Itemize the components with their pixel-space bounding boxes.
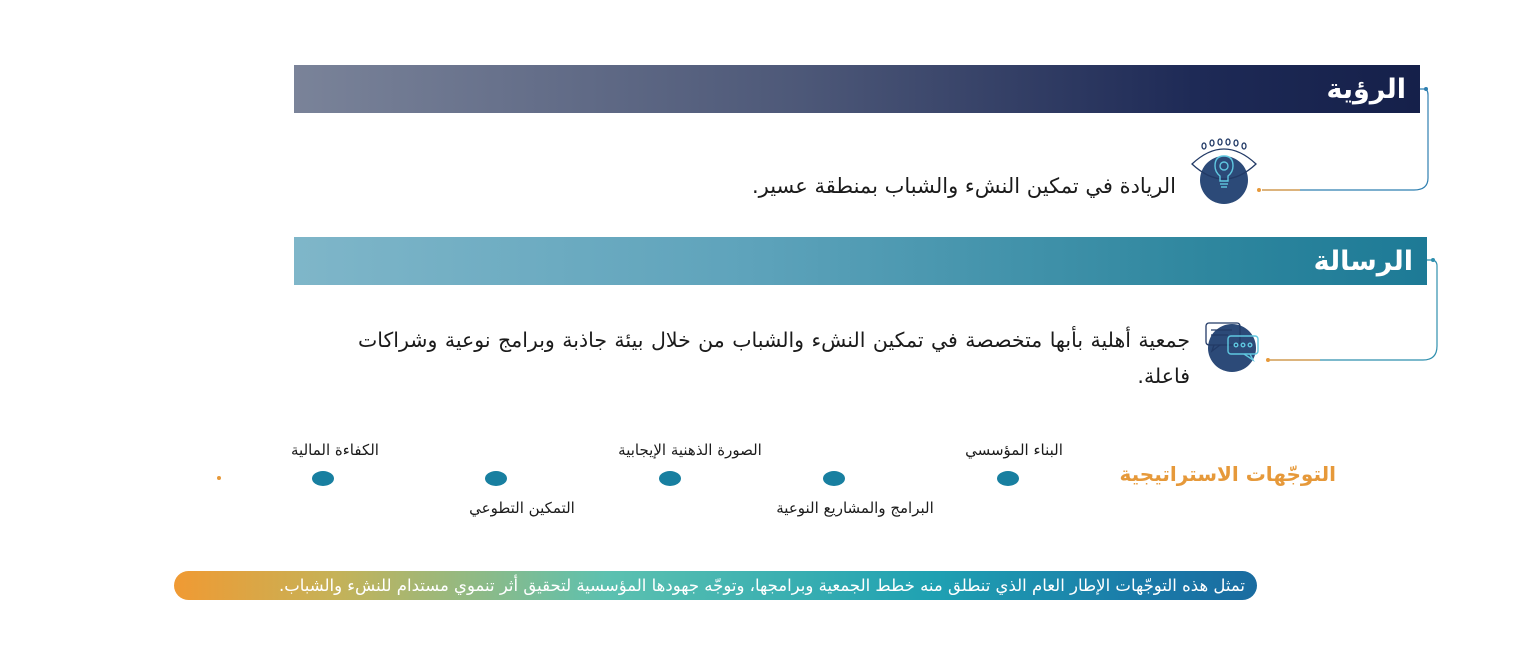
mission-statement: جمعية أهلية بأبها متخصصة في تمكين النشء والشباب من خلال بيئة جاذبة وبرامج نوعية وشراكات فاعلة. xyxy=(358,328,1190,388)
timeline-node xyxy=(659,471,681,486)
strategy-item-label: الكفاءة المالية xyxy=(291,441,379,459)
strategy-item-label: البرامج والمشاريع النوعية xyxy=(776,499,934,517)
timeline-node xyxy=(312,471,334,486)
strategy-item-label: التمكين التطوعي xyxy=(469,499,575,517)
eye-lightbulb-gear-icon xyxy=(1200,156,1248,204)
strategy-title: التوجّهات الاستراتيجية xyxy=(1119,462,1336,486)
timeline-node xyxy=(485,471,507,486)
mission-header-bar xyxy=(294,237,1427,285)
timeline-node xyxy=(823,471,845,486)
summary-text: تمثل هذه التوجّهات الإطار العام الذي تنطلق منه خطط الجمعية وبرامجها، وتوجّه جهودها المؤسسية لتحقيق أثر تنموي مستدام للنشء والشباب. xyxy=(278,576,1245,595)
vision-statement: الريادة في تمكين النشء والشباب بمنطقة عسير. xyxy=(751,174,1176,198)
vision-title: الرؤية xyxy=(1326,74,1406,105)
timeline-node xyxy=(997,471,1019,486)
summary-banner xyxy=(174,571,1257,600)
mission-title: الرسالة xyxy=(1313,246,1413,277)
chat-bubbles-icon xyxy=(1208,324,1256,372)
vision-header-bar xyxy=(294,65,1420,113)
strategy-item-label: البناء المؤسسي xyxy=(965,441,1063,459)
strategy-item-label: الصورة الذهنية الإيجابية xyxy=(618,441,762,459)
